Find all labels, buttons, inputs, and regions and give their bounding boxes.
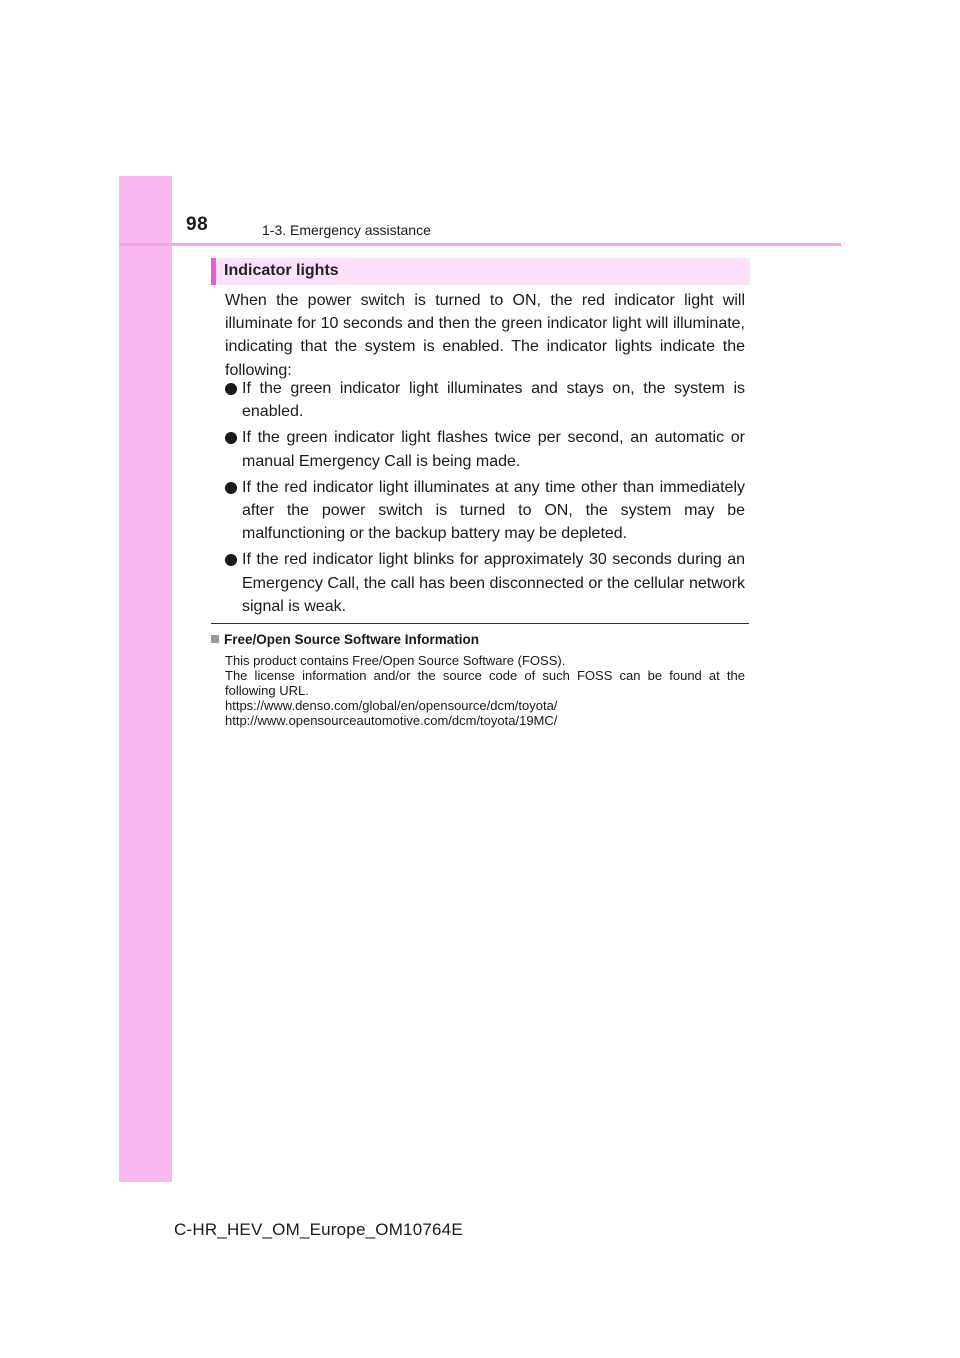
- bullet-text: If the green indicator light illuminates and stays on, the system is enabled.: [242, 380, 745, 421]
- foss-body: [225, 653, 745, 728]
- note-divider: [211, 623, 749, 624]
- foss-line: The license information and/or the source code of such FOSS can be found at the following URL.: [225, 668, 745, 698]
- section-title: 1-3. Emergency assistance: [262, 222, 431, 238]
- indicator-bullet-list: [225, 377, 745, 618]
- list-item: [225, 426, 745, 472]
- foss-heading-text: Free/Open Source Software Information: [224, 632, 480, 647]
- section-tab-band: [119, 176, 172, 1182]
- document-id: C-HR_HEV_OM_Europe_OM10764E: [174, 1220, 463, 1239]
- list-item: [225, 548, 745, 618]
- square-bullet-icon: [211, 635, 219, 643]
- bullet-icon: [225, 383, 237, 395]
- bullet-icon: [225, 432, 237, 444]
- header-divider: [119, 243, 841, 246]
- foss-line: This product contains Free/Open Source Software (FOSS).: [225, 653, 566, 668]
- bullet-text: If the red indicator light illuminates at any time other than immediately after the power switch is turned to ON, the system may be malfunctioning or the backup battery may be depleted.: [242, 478, 745, 543]
- indicator-lights-heading-bar: [211, 258, 750, 285]
- foss-url-opensourceautomotive: http://www.opensourceautomotive.com/dcm/toyota/19MC/: [225, 713, 558, 728]
- list-item: [225, 476, 745, 546]
- bullet-icon: [225, 482, 237, 494]
- page-number: 98: [186, 214, 209, 235]
- foss-url-denso: https://www.denso.com/global/en/opensource/dcm/toyota/: [225, 698, 558, 713]
- indicator-lights-heading: Indicator lights: [224, 262, 339, 279]
- bullet-text: If the green indicator light flashes twice per second, an automatic or manual Emergency Call is being made.: [242, 429, 745, 470]
- bullet-icon: [225, 554, 237, 566]
- list-item: [225, 377, 745, 423]
- indicator-intro-paragraph: When the power switch is turned to ON, the red indicator light will illuminate for 10 seconds and then the green indicator light will illuminate, indicating that the system is enabled. The indicator lights indicate the following:: [225, 292, 745, 379]
- bullet-text: If the red indicator light blinks for approximately 30 seconds during an Emergency Call, the call has been disconnected or the cellular network signal is weak.: [242, 551, 745, 615]
- foss-heading: [211, 632, 479, 647]
